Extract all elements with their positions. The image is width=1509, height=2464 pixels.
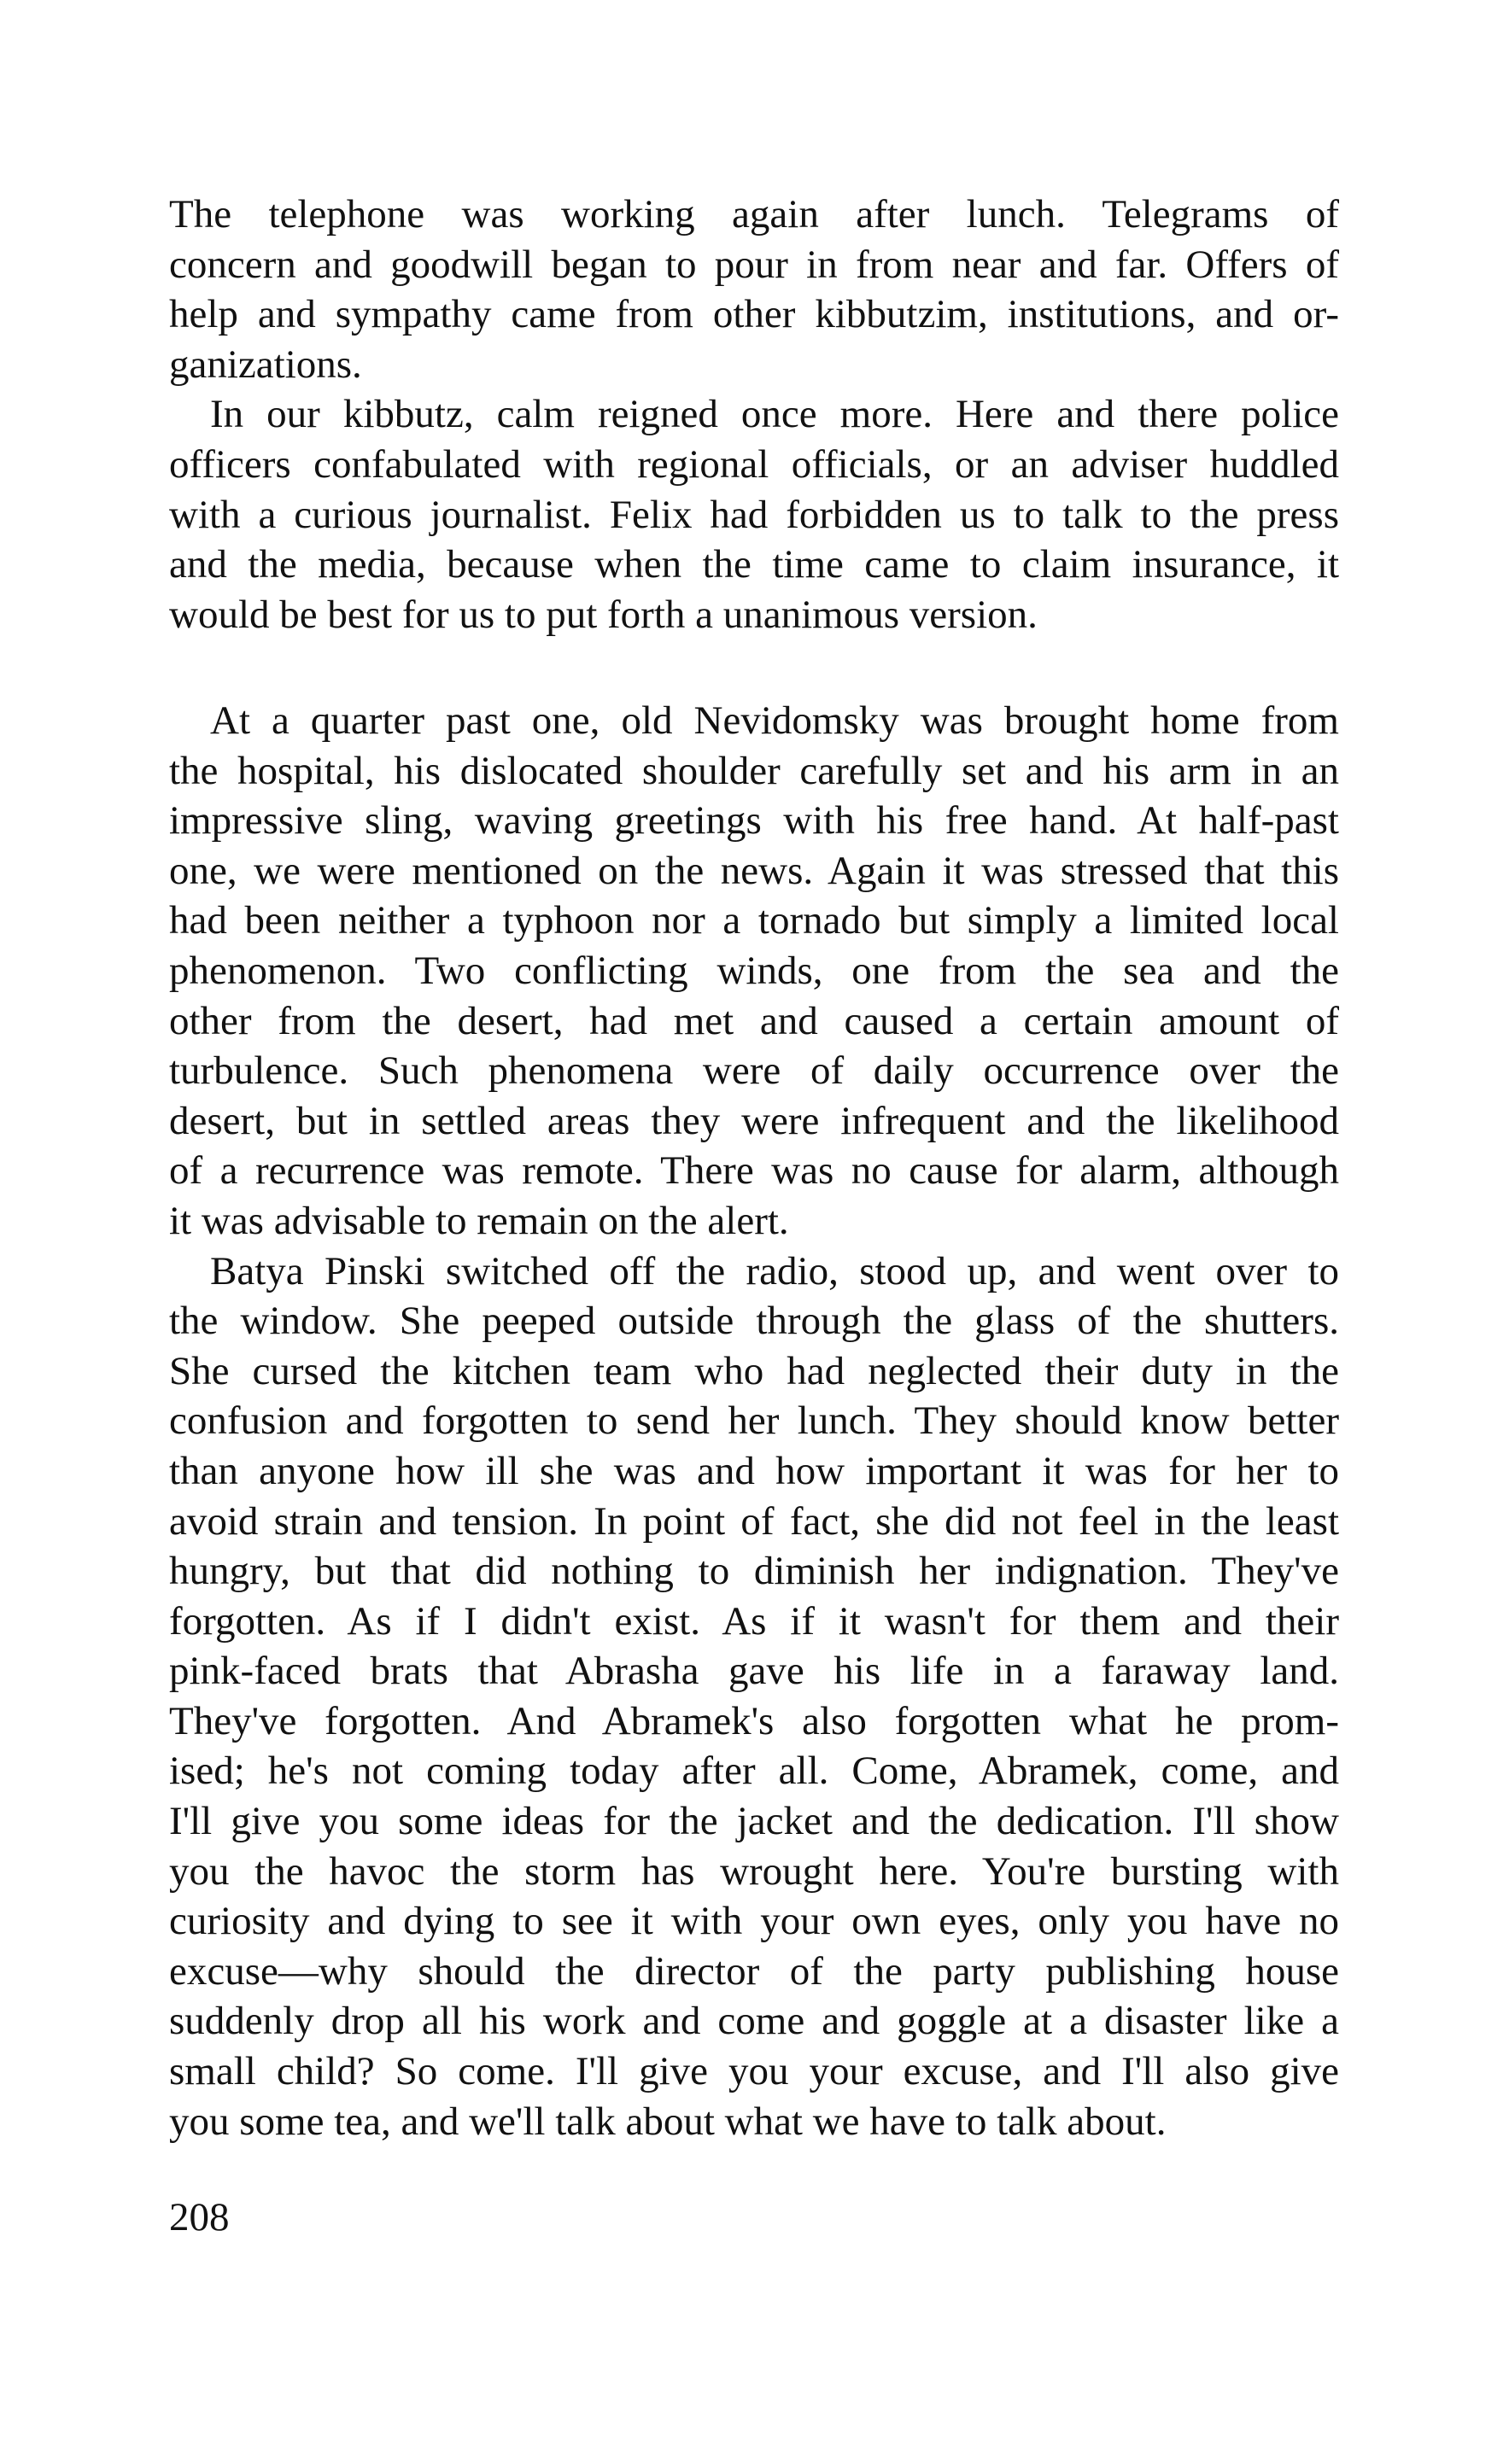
text-line: pink-faced brats that Abrasha gave his life in a faraway land. — [169, 1649, 1339, 1694]
text-line: impressive sling, waving greetings with his free hand. At half-past — [169, 798, 1339, 844]
paragraph-2 — [169, 389, 1339, 639]
text-line: confusion and forgotten to send her lunch. They should know better — [169, 1398, 1339, 1444]
text-line: small child? So come. I'll give you your excuse, and I'll also give — [169, 2049, 1339, 2094]
paragraph-3 — [169, 696, 1339, 1247]
text-line: avoid strain and tension. In point of fact, she did not feel in the least — [169, 1498, 1339, 1544]
text-line: At a quarter past one, old Nevidomsky was brought home from — [210, 698, 1339, 743]
text-line: the window. She peeped outside through the glass of the shutters. — [169, 1299, 1339, 1344]
text-line: you some tea, and we'll talk about what we have to talk about. — [169, 2099, 1167, 2144]
text-line: forgotten. As if I didn't exist. As if it wasn't for them and their — [169, 1598, 1339, 1644]
text-line: turbulence. Such phenomena were of daily occurrence over the — [169, 1048, 1339, 1094]
text-line: I'll give you some ideas for the jacket and the dedication. I'll show — [169, 1799, 1339, 1844]
text-line: the hospital, his dislocated shoulder carefully set and his arm in an — [169, 748, 1339, 793]
text-line: of a recurrence was remote. There was no cause for alarm, although — [169, 1148, 1339, 1194]
text-line: Batya Pinski switched off the radio, stood up, and went over to — [210, 1248, 1339, 1293]
text-line: had been neither a typhoon nor a tornado but simply a limited local — [169, 898, 1339, 943]
text-line: ganizations. — [169, 342, 362, 387]
text-line: They've forgotten. And Abramek's also forgotten what he prom- — [169, 1698, 1339, 1743]
text-line: with a curious journalist. Felix had forbidden us to talk to the press — [169, 492, 1339, 537]
text-line: and the media, because when the time came to claim insurance, it — [169, 542, 1339, 587]
text-line: other from the desert, had met and caused a certain amount of — [169, 998, 1339, 1043]
page-number: 208 — [169, 2195, 230, 2239]
text-line: than anyone how ill she was and how important it was for her to — [169, 1448, 1339, 1493]
text-line: you the havoc the storm has wrought here. You're bursting with — [169, 1848, 1339, 1894]
text-line: The telephone was working again after lunch. Telegrams of — [169, 192, 1339, 236]
text-line: help and sympathy came from other kibbutzim, institutions, and or- — [169, 292, 1339, 337]
text-line: desert, but in settled areas they were infrequent and the likelihood — [169, 1098, 1339, 1143]
paragraph-1 — [169, 190, 1339, 389]
text-line: would be best for us to put forth a unanimous version. — [169, 592, 1038, 637]
text-line: one, we were mentioned on the news. Again it was stressed that this — [169, 848, 1339, 893]
text-line: She cursed the kitchen team who had neglected their duty in the — [169, 1348, 1339, 1393]
paragraph-4 — [169, 1247, 1339, 2147]
text-line: concern and goodwill began to pour in from near and far. Offers of — [169, 242, 1339, 287]
text-line: it was advisable to remain on the alert. — [169, 1198, 789, 1243]
text-line: curiosity and dying to see it with your own eyes, only you have no — [169, 1899, 1339, 1944]
text-line: officers confabulated with regional officials, or an adviser huddled — [169, 441, 1339, 487]
text-line: phenomenon. Two conflicting winds, one from the sea and the — [169, 948, 1339, 993]
text-line: ised; he's not coming today after all. Come, Abramek, come, and — [169, 1749, 1339, 1794]
text-section-1 — [169, 190, 1339, 639]
text-line: excuse—why should the director of the party publishing house — [169, 1948, 1339, 1994]
text-line: hungry, but that did nothing to diminish her indignation. They've — [169, 1549, 1339, 1594]
text-line: suddenly drop all his work and come and goggle at a disaster like a — [169, 1999, 1339, 2044]
text-section-2 — [169, 696, 1339, 2146]
text-line: In our kibbutz, calm reigned once more. Here and there police — [210, 392, 1339, 437]
